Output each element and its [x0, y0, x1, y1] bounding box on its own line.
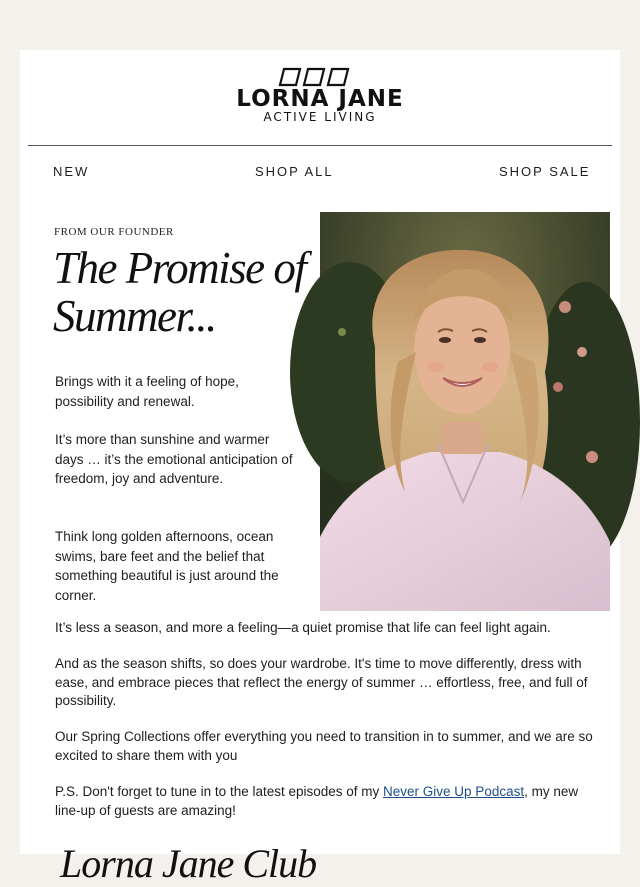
ps-text: P.S. Don't forget to tune in to the latest episodes of my [55, 784, 384, 799]
hero-intro-paragraph: Think long golden afternoons, ocean swims, bare feet and the belief that something beautiful is just around the corner. [55, 529, 279, 603]
body-paragraph-ps [55, 783, 595, 820]
nav-link-new[interactable]: NEW [53, 164, 90, 179]
body-paragraph: It’s less a season, and more a feeling—a quiet promise that life can feel light again. [55, 620, 551, 635]
email-card [20, 50, 620, 886]
brand-name[interactable]: LORNA JANE [236, 86, 404, 112]
hero-intro-paragraph: It’s more than sunshine and warmer days … it’s the emotional anticipation of freedom, joy and adventure. [55, 432, 293, 486]
brand-logo-mark-icon [279, 68, 351, 86]
ps-text-end: , my new line-up of guests are amazing! [55, 784, 579, 818]
nav-link-shop-all[interactable]: SHOP ALL [255, 164, 334, 179]
header-divider [28, 145, 612, 146]
body-paragraph: Our Spring Collections offer everything you need to transition in to summer, and we are so excited to share them with you [55, 729, 593, 763]
hero-intro-paragraph: Brings with it a feeling of hope, possibility and renewal. [55, 374, 239, 409]
founder-photo-illustration [320, 212, 610, 611]
hero-eyebrow: FROM OUR FOUNDER [54, 226, 174, 238]
brand-tagline: ACTIVE LIVING [263, 110, 377, 124]
podcast-link[interactable]: Never Give Up Podcast [383, 784, 525, 799]
nav-link-shop-sale[interactable]: SHOP SALE [499, 164, 591, 179]
club-section-heading: Lorna Jane Club [60, 841, 317, 886]
hero-title: The Promise of Summer... [53, 243, 306, 341]
body-paragraph: And as the season shifts, so does your wardrobe. It's time to move differently, dress with ease, and embrace pieces that reflect the energy of summer … effortless, free, and full of possibility. [55, 656, 588, 708]
founder-photo[interactable] [320, 212, 610, 611]
